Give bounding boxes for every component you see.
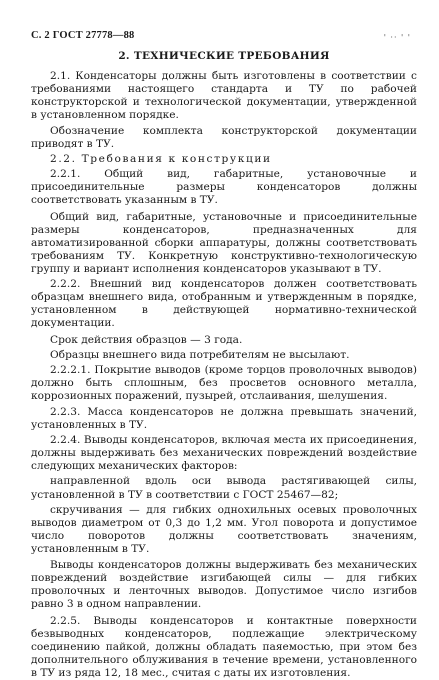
paragraph-samples-not-sent: Образцы внешнего вида потребителям не высылают. xyxy=(50,348,350,361)
section-title: 2. ТЕХНИЧЕСКИЕ ТРЕБОВАНИЯ xyxy=(118,50,330,62)
paragraph-documentation-kit: Обозначение комплекта конструкторской документации приводят в ТУ. xyxy=(31,124,417,150)
paragraph-2-1: 2.1. Конденсаторы должны быть изготовлены в соответствии с требованиями настоящего стандарта и ТУ по рабочей конструкторской и технологической документации, утвержденной в установленном порядке. xyxy=(31,70,417,122)
paragraph-bending-force: Выводы конденсаторов должны выдерживать без механических повреждений воздействие изгибающей силы — для гибких проволочных и ленточных выводов. Допустимое число изгибов равно 3 в одном направлении. xyxy=(31,559,417,611)
paragraph-2-2-2-1: 2.2.2.1. Покрытие выводов (кроме торцов проволочных выводов) должно быть сплошным, без просветов основного металла, коррозионных поражений, пузырей, отслаивания, шелушения. xyxy=(31,364,417,403)
paragraph-2-2-4: 2.2.4. Выводы конденсаторов, включая места их присоединения, должны выдерживать без механических повреждений воздействие следующих механических факторов: xyxy=(31,433,417,473)
paragraph-sample-validity: Срок действия образцов — 3 года. xyxy=(50,333,243,346)
paragraph-2-2-3: 2.2.3. Масса конденсаторов не должна превышать значений, установленных в ТУ. xyxy=(31,405,417,431)
paragraph-2-2-1: 2.2.1. Общий вид, габаритные, установочные и присоединительные размеры конденсаторов должны соответствовать указанным в ТУ. xyxy=(31,168,417,207)
paragraph-2-2-5: 2.2.5. Выводы конденсаторов и контактные поверхности безвыводных конденсаторов, подлежащие электрическому соединению пайкой, должны обладать паяемостью, при этом без дополнительного облуживания в течение времени, установленного в ТУ из ряда 12, 18 мес., считая с даты их изготовления. xyxy=(31,614,417,679)
running-header: С. 2 ГОСТ 27778—88 xyxy=(31,30,135,41)
paragraph-2-2-heading: 2.2. Требования к конструкции xyxy=(50,152,272,165)
paragraph-twisting: скручивания — для гибких однохильных осевых проволочных выводов диаметром от 0,3 до 1,2 мм. Угол поворота и допустимое число поворотов должны соответствовать значениям, установленным в ТУ. xyxy=(31,503,417,556)
paragraph-2-2-2: 2.2.2. Внешний вид конденсаторов должен соответствовать образцам внешнего вида, отобранным и утвержденным в порядке, установленном в действующей нормативно-технической документации. xyxy=(31,278,417,330)
paragraph-automated-assembly: Общий вид, габаритные, установочные и присоединительные размеры конденсаторов, предназначенных для автоматизированной сборки аппаратуры, должны соответствовать требованиям ТУ. Конкретную конструктивно-технологическую группу и вариант исполнения конденсаторов указывают в ТУ. xyxy=(31,210,417,275)
corner-mark: ' ·· ' ' xyxy=(383,33,411,42)
paragraph-tensile-force: направленной вдоль оси вывода растягивающей силы, установленной в ТУ в соответствии с ГОСТ 25467—82; xyxy=(31,475,417,501)
